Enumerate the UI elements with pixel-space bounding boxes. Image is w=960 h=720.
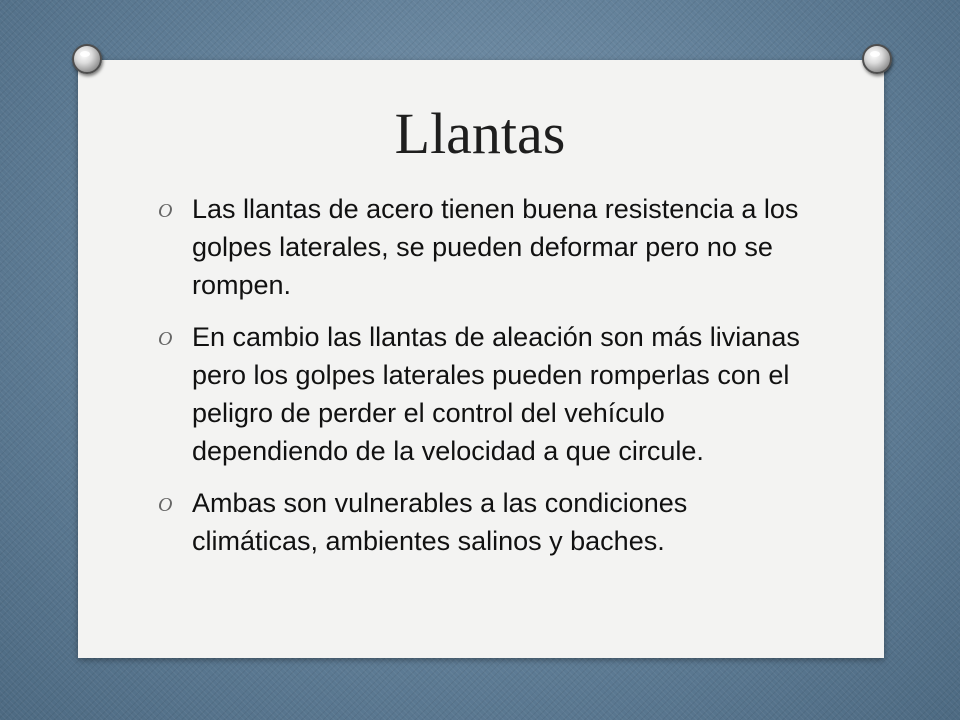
thumbtack-icon [862,44,892,74]
bullet-text: En cambio las llantas de aleación son más livianas pero los golpes laterales pueden romperlas con el peligro de perder el control del vehículo dependiendo de la velocidad a que circule. [192,322,800,466]
bullet-item [158,190,818,304]
bullet-marker-icon: O [158,494,173,516]
bullet-item [158,318,818,470]
bullet-text: Las llantas de acero tienen buena resistencia a los golpes laterales, se pueden deformar pero no se rompen. [192,194,799,300]
bullet-marker-icon: O [158,200,173,222]
bullet-item [158,484,818,560]
bullet-list [158,190,818,574]
slide-title: Llantas [394,101,566,166]
bullet-marker-icon: O [158,328,173,350]
bullet-text: Ambas son vulnerables a las condiciones climáticas, ambientes salinos y baches. [192,488,688,556]
thumbtack-icon [72,44,102,74]
